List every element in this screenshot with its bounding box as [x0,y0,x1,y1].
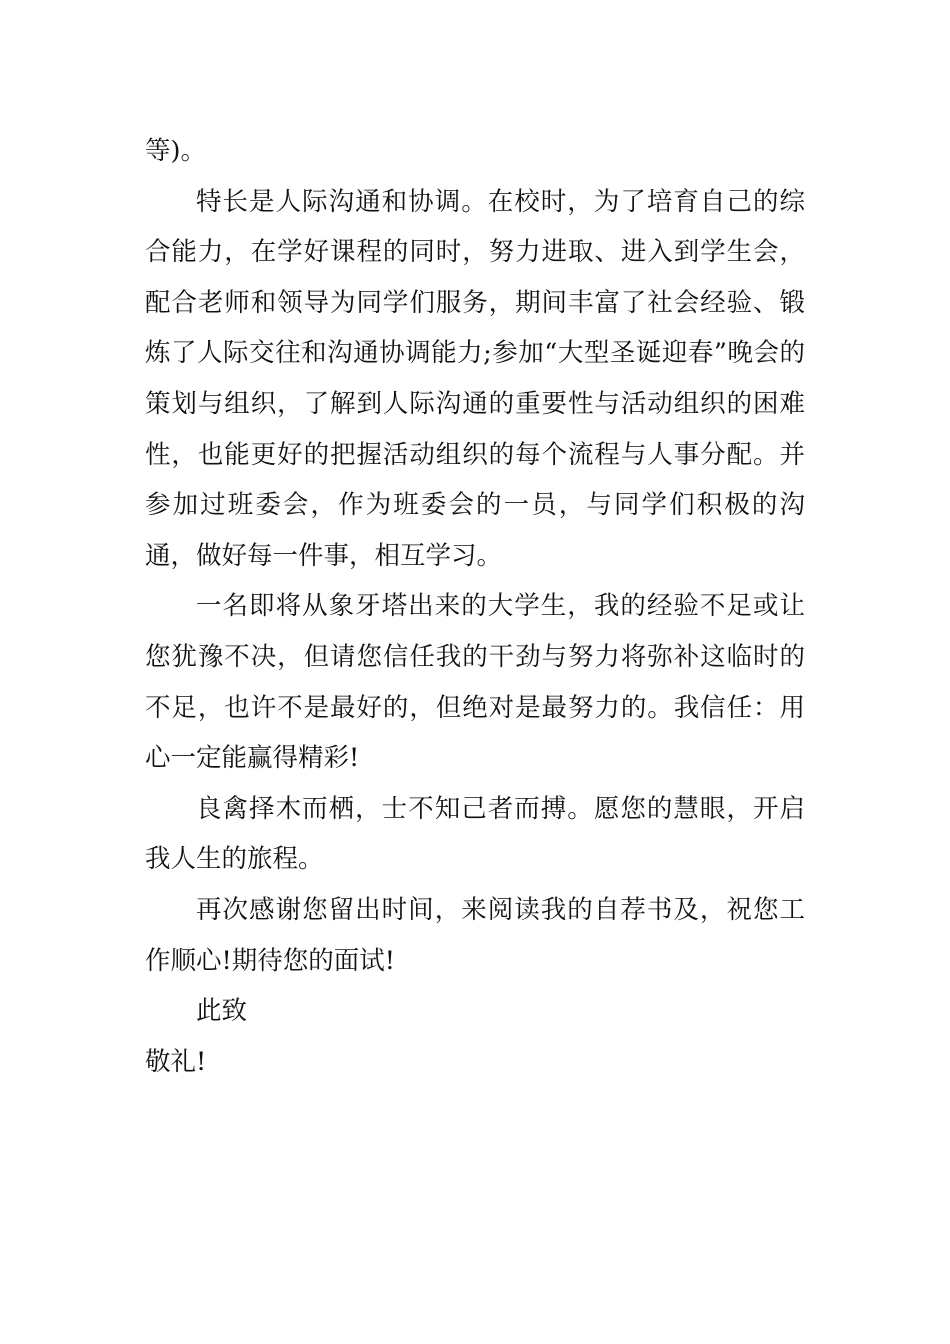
closing-salutation: 此致 [196,996,248,1027]
paragraph-thanks: 再次感谢您留出时间，来阅读我的自荐书及，祝您工作顺心!期待您的面试! [145,894,805,976]
paragraph-graduate: 一名即将从象牙塔出来的大学生，我的经验不足或让您犹豫不决，但请您信任我的干劲与努力将弥补这临时的不足，也许不是最好的，但绝对是最努力的。我信任：用心一定能赢得精彩! [145,591,805,774]
paragraph-continuation: 等)。 [145,136,206,166]
paragraph-skills: 特长是人际沟通和协调。在校时，为了培育自己的综合能力，在学好课程的同时，努力进取、进入到学生会，配合老师和领导为同学们服务，期间丰富了社会经验、锻炼了人际交往和沟通协调能力;参加“大型圣诞迎春”晚会的策划与组织，了解到人际沟通的重要性与活动组织的困难性，也能更好的把握活动组织的每个流程与人事分配。并参加过班委会，作为班委会的一员，与同学们积极的沟通，做好每一件事，相互学习。 [145,186,805,571]
paragraph-proverb: 良禽择木而栖，士不知己者而搏。愿您的慧眼，开启我人生的旅程。 [145,793,805,875]
letter-body [145,126,805,1087]
closing-regards: 敬礼! [145,1046,207,1077]
